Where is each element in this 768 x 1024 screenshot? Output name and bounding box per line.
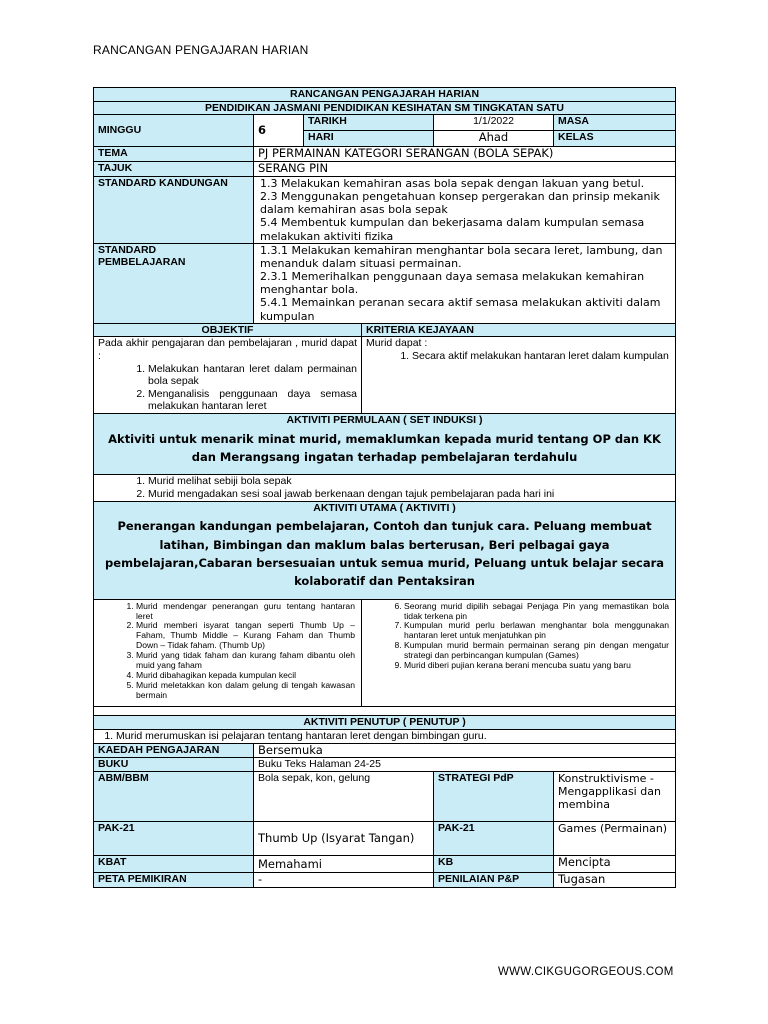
label-strategi: STRATEGI PdP <box>434 772 554 822</box>
row-pak21 <box>94 822 676 856</box>
utama-item: 2. Murid memberi isyarat tangan seperti Thumb Up – Faham, Thumb Middle – Kurang Faham dan Thumb Down – Tidak faham. (Thumb Up) <box>136 621 355 651</box>
label-hari: HARI <box>304 131 434 147</box>
row-penutup-header <box>94 716 676 730</box>
row-permulaan-items <box>94 475 676 501</box>
row-kaedah <box>94 743 676 758</box>
objektif-intro: Pada akhir pengajaran dan pembelajaran , murid dapat : <box>98 337 357 363</box>
sp-item: 2.3.1 Memerihalkan penggunaan daya semasa melakukan kemahiran menghantar bola. <box>260 270 645 297</box>
objektif-header: OBJEKTIF <box>94 323 362 337</box>
title-row-2 <box>94 101 676 115</box>
label-minggu: MINGGU <box>94 115 254 147</box>
value-tarikh: 1/1/2022 <box>434 115 554 131</box>
row-utama <box>94 501 676 599</box>
value-hari: Ahad <box>434 131 554 147</box>
value-kb: Mencipta <box>554 856 676 873</box>
page-header: RANCANGAN PENGAJARAN HARIAN <box>93 43 309 57</box>
row-permulaan <box>94 414 676 475</box>
utama-item: 8. Kumpulan murid bermain permainan serang pin dengan mengatur strategi dan perbincangan kumpulan (Games) <box>404 641 669 661</box>
utama-left-list <box>94 599 362 707</box>
footer-url: WWW.CIKGUGORGEOUS.COM <box>498 966 674 978</box>
permulaan-block <box>94 414 676 475</box>
row-standard-pembelajaran <box>94 243 676 323</box>
label-penilaian: PENILAIAN P&P <box>434 872 554 887</box>
kriteria-item: 1. Secara aktif melakukan hantaran leret dalam kumpulan <box>412 350 671 363</box>
value-pak21-a: Thumb Up (Isyarat Tangan) <box>254 822 434 856</box>
row-penutup-items <box>94 730 676 744</box>
utama-desc: Penerangan kandungan pembelajaran, Contoh dan tunjuk cara. Peluang membuat latihan, Bimbingan dan maklum balas berterusan, Beri pelbagai gaya pembelajaran,Cabaran bersesuaian untuk semua murid, Peluang untuk belajar secara kolaboratif dan Pentaksiran <box>105 519 665 589</box>
sp-item: 1.3.1 Melakukan kemahiran menghantar bola secara leret, lambung, dan menanduk dalam situasi permainan. <box>260 243 663 270</box>
utama-item: 9. Murid diberi pujian kerana berani mencuba suatu yang baru <box>404 661 669 671</box>
label-masa: MASA <box>554 115 676 131</box>
label-peta: PETA PEMIKIRAN <box>94 872 254 887</box>
utama-block <box>94 501 676 599</box>
row-kbat <box>94 856 676 873</box>
objektif-item: 1. Melakukan hantaran leret dalam permainan bola sepak <box>148 363 357 388</box>
value-standard-pembelajaran <box>254 243 676 323</box>
value-penilaian: Tugasan <box>554 872 676 887</box>
title-main: RANCANGAN PENGAJARAH HARIAN <box>94 88 676 102</box>
value-pak21-b: Games (Permainan) <box>554 822 676 856</box>
objektif-item: 2. Menganalisis penggunaan daya semasa melakukan hantaran leret <box>148 388 357 413</box>
sp-item: 5.4.1 Memainkan peranan secara aktif semasa melakukan aktiviti dalam kumpulan <box>260 296 661 323</box>
value-peta: - <box>254 872 434 887</box>
objektif-body <box>94 337 362 414</box>
utama-header: AKTIVITI UTAMA ( AKTIVITI ) <box>313 501 456 514</box>
value-buku: Buku Teks Halaman 24-25 <box>254 758 676 772</box>
label-standard-pembelajaran <box>94 243 254 323</box>
utama-item: 4. Murid dibahagikan kepada kumpulan kecil <box>136 671 355 681</box>
row-utama-items <box>94 599 676 707</box>
value-tema: PJ PERMAINAN KATEGORI SERANGAN (BOLA SEPAK) <box>254 147 676 162</box>
label-tarikh: TARIKH <box>304 115 434 131</box>
penutup-item: 1. Murid merumuskan isi pelajaran tentang hantaran leret dengan bimbingan guru. <box>116 730 671 743</box>
row-tarikh <box>94 115 676 131</box>
title-subject: PENDIDIKAN JASMANI PENDIDIKAN KESIHATAN SM TINGKATAN SATU <box>94 101 676 115</box>
sp-label-line1: STANDARD <box>98 243 157 256</box>
permulaan-item: 2. Murid mengadakan sesi soal jawab berkenaan dengan tajuk pembelajaran pada hari ini <box>148 488 671 501</box>
label-abm: ABM/BBM <box>94 772 254 822</box>
sk-item: 1.3 Melakukan kemahiran asas bola sepak dengan lakuan yang betul. <box>260 176 645 190</box>
title-row-1 <box>94 88 676 102</box>
kriteria-header: KRITERIA KEJAYAAN <box>362 323 676 337</box>
permulaan-header: AKTIVITI PERMULAAN ( SET INDUKSI ) <box>286 414 483 426</box>
row-tajuk <box>94 161 676 176</box>
value-kbat: Memahami <box>254 856 434 873</box>
label-standard-kandungan: STANDARD KANDUNGAN <box>94 176 254 243</box>
row-abm <box>94 772 676 822</box>
row-spacer <box>94 707 676 716</box>
label-pak21-b: PAK-21 <box>434 822 554 856</box>
lesson-plan-table <box>93 87 676 888</box>
utama-item: 5. Murid meletakkan kon dalam gelung di tengah kawasan bermain <box>136 681 355 701</box>
kriteria-intro: Murid dapat : <box>366 337 428 350</box>
value-tajuk: SERANG PIN <box>254 161 676 176</box>
permulaan-items <box>94 475 676 501</box>
label-tema: TEMA <box>94 147 254 162</box>
row-objektif <box>94 337 676 414</box>
penutup-header: AKTIVITI PENUTUP ( PENUTUP ) <box>94 716 676 730</box>
row-standard-kandungan <box>94 176 676 243</box>
penutup-items <box>94 730 676 744</box>
utama-right-list <box>362 599 676 707</box>
sk-item: 5.4 Membentuk kumpulan dan bekerjasama dalam kumpulan semasa melakukan aktiviti fizika <box>260 216 645 243</box>
row-buku <box>94 758 676 772</box>
permulaan-item: 1. Murid melihat sebiji bola sepak <box>148 475 671 488</box>
value-abm: Bola sepak, kon, gelung <box>254 772 434 822</box>
kriteria-body <box>362 337 676 414</box>
label-buku: BUKU <box>94 758 254 772</box>
value-standard-kandungan <box>254 176 676 243</box>
utama-item: 6. Seorang murid dipilih sebagai Penjaga Pin yang memastikan bola tidak terkena pin <box>404 602 669 622</box>
label-pak21-a: PAK-21 <box>94 822 254 856</box>
row-peta <box>94 872 676 887</box>
sk-item: 2.3 Menggunakan pengetahuan konsep pergerakan dan prinsip mekanik dalam kemahiran asas bola sepak <box>260 189 660 217</box>
value-minggu: 6 <box>254 115 304 147</box>
row-tema <box>94 147 676 162</box>
label-kelas: KELAS <box>554 131 676 147</box>
label-kbat: KBAT <box>94 856 254 873</box>
value-kaedah: Bersemuka <box>254 743 676 758</box>
row-objektif-header <box>94 323 676 337</box>
value-strategi: Konstruktivisme - Mengapplikasi dan membina <box>554 772 676 822</box>
label-tajuk: TAJUK <box>94 161 254 176</box>
sp-label-line2: PEMBELAJARAN <box>98 256 186 269</box>
permulaan-desc: Aktiviti untuk menarik minat murid, memaklumkan kepada murid tentang OP dan KK dan Merangsang ingatan terhadap pembelajaran terdahulu <box>108 431 661 464</box>
utama-item: 7. Kumpulan murid perlu berlawan menghantar bola menggunakan hantaran leret untuk menjatuhkan pin <box>404 621 669 641</box>
utama-item: 1. Murid mendengar penerangan guru tentang hantaran leret <box>136 602 355 622</box>
label-kb: KB <box>434 856 554 873</box>
label-kaedah: KAEDAH PENGAJARAN <box>94 743 254 758</box>
utama-item: 3. Murid yang tidak faham dan kurang faham dibantu oleh muid yang faham <box>136 651 355 671</box>
